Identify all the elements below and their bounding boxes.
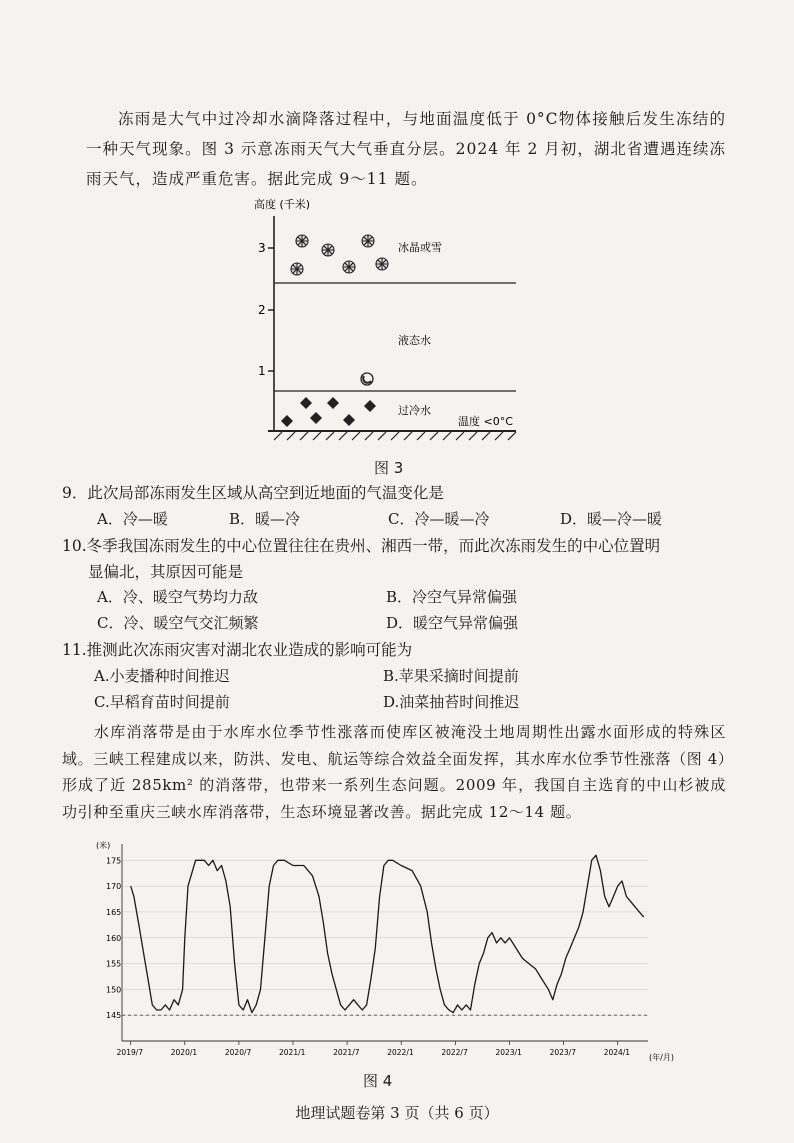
fig3-ground-hatching [274, 432, 516, 440]
hatch-mark [482, 432, 490, 440]
hatch-mark [417, 432, 425, 440]
figure-3-caption: 图 3 [374, 459, 404, 477]
fig4-xtick-label: 2022/1 [387, 1048, 414, 1057]
supercooled-drop-icon [310, 412, 322, 424]
passage-text: 冻雨是大气中过冷却水滴降落过程中，与地面温度低于 0°C物体接触后发生冻结的一种天气现象。图 3 示意冻雨天气大气垂直分层。2024 年 2 月初，湖北省遭遇连续冻雨天气，造成严重危害。据此完成 9～11 题。 [86, 110, 726, 188]
supercooled-drop-icon [300, 397, 312, 409]
question-10-options [0, 584, 794, 636]
q11-option-c[interactable]: C.早稻育苗时间提前 [94, 693, 230, 711]
hatch-mark [274, 432, 282, 440]
fig3-tick-label-2: 2 [258, 303, 266, 317]
hatch-mark [352, 432, 360, 440]
q11-option-d[interactable]: D.油菜抽苔时间推迟 [383, 693, 520, 711]
fig4-grid [122, 860, 648, 1015]
fig3-layer-supercooled-label: 过冷水 [398, 404, 431, 417]
passage-freezing-rain [86, 104, 726, 194]
hatch-mark [443, 432, 451, 440]
supercooled-drop-icon [343, 414, 355, 426]
hatch-mark [326, 432, 334, 440]
fig4-xtick-label: 2020/7 [224, 1048, 252, 1057]
fig4-ytick-label: 150 [106, 985, 122, 995]
hatch-mark [313, 432, 321, 440]
fig4-ytick-label: 145 [106, 1011, 122, 1021]
snowflake-icon [296, 235, 308, 247]
figure-3-diagram [240, 190, 560, 450]
supercooled-drop-icon [281, 415, 293, 427]
fig4-ytick-label: 170 [106, 882, 122, 892]
fig4-ytick-label: 165 [106, 907, 122, 917]
hatch-mark [495, 432, 503, 440]
fig3-tick-label-1: 1 [258, 364, 266, 378]
question-10-stem: 10.冬季我国冻雨发生的中心位置往往在贵州、湘西一带，而此次冻雨发生的中心位置明 [62, 537, 661, 555]
fig3-tick-label-3: 3 [258, 241, 266, 255]
hatch-mark [378, 432, 386, 440]
supercooled-drop-icon [364, 400, 376, 412]
snowflake-icons [291, 235, 388, 275]
hatch-mark [430, 432, 438, 440]
question-10-stem-continued: 显偏北，其原因可能是 [88, 563, 244, 581]
hatch-mark [391, 432, 399, 440]
question-9-options [0, 506, 794, 532]
fig4-xtick-label: 2023/1 [495, 1048, 522, 1057]
q11-option-a[interactable]: A.小麦播种时间推迟 [94, 667, 230, 685]
question-9-stem: 9．此次局部冻雨发生区域从高空到近地面的气温变化是 [62, 484, 444, 502]
water-drop-icon [361, 373, 373, 385]
hatch-mark [469, 432, 477, 440]
figure-4-caption: 图 4 [363, 1072, 393, 1090]
fig4-ytick-label: 175 [106, 856, 122, 866]
passage2-text: 水库消落带是由于水库水位季节性涨落而使库区被淹没土地周期性出露水面形成的特殊区域。三峡工程建成以来，防洪、发电、航运等综合效益全面发挥，其水库水位季节性涨落（图 4）形成了近 285km² 的消落带，也带来一系列生态问题。2009 年，我国自主选育的中山杉被成功引种至重庆三峡水库消落带，生态环境显著改善。据此完成 12～14 题。 [62, 723, 726, 821]
q10-option-c[interactable]: C．冷、暖空气交汇频繁 [97, 614, 259, 632]
q10-option-d[interactable]: D．暖空气异常偏强 [386, 614, 519, 632]
hatch-mark [456, 432, 464, 440]
fig4-xtick-label: 2023/7 [549, 1048, 576, 1057]
snowflake-icon [322, 244, 334, 256]
fig3-layer-liquid-label: 液态水 [398, 334, 431, 347]
snowflake-icon [376, 258, 388, 270]
hatch-mark [365, 432, 373, 440]
fig4-ylabel: (米) [96, 841, 111, 850]
fig4-ytick-label: 155 [106, 959, 122, 969]
fig4-xtick-label: 2019/7 [116, 1048, 144, 1057]
supercooled-drop-icon [327, 397, 339, 409]
page-footer: 地理试题卷第 3 页（共 6 页） [295, 1104, 499, 1122]
hatch-mark [339, 432, 347, 440]
supercooled-drop-icons [281, 397, 376, 427]
fig3-layer-ice-label: 冰晶或雪 [398, 241, 442, 254]
q9-option-b[interactable]: B．暖—冷 [229, 510, 301, 528]
question-11-options [0, 663, 794, 715]
fig4-xtick-label: 2021/1 [279, 1048, 306, 1057]
q11-option-b[interactable]: B.苹果采摘时间提前 [383, 667, 519, 685]
q9-option-c[interactable]: C．冷—暖—冷 [388, 510, 490, 528]
fig4-xtick-label: 2021/7 [333, 1048, 360, 1057]
hatch-mark [287, 432, 295, 440]
fig4-xtick-label: 2024/1 [603, 1048, 631, 1057]
fig4-xtick-label: 2020/1 [170, 1048, 198, 1057]
figure-4-chart [88, 834, 688, 1064]
hatch-mark [508, 432, 516, 440]
fig4-series [131, 855, 644, 1012]
fig4-series-line [131, 855, 644, 1012]
fig3-ground-temp-label: 温度 <0°C [458, 415, 513, 428]
fig4-ytick-label: 160 [106, 933, 122, 943]
q9-option-d[interactable]: D．暖—冷—暖 [560, 510, 663, 528]
fig3-ylabel: 高度 (千米) [254, 198, 311, 211]
q10-option-b[interactable]: B．冷空气异常偏强 [386, 588, 518, 606]
q9-option-a[interactable]: A．冷—暖 [97, 510, 168, 528]
fig4-xtick-label: 2022/7 [441, 1048, 468, 1057]
q10-option-a[interactable]: A．冷、暖空气势均力敌 [97, 588, 258, 606]
fig4-xlabel: (年/月) [649, 1053, 674, 1062]
question-11-stem: 11.推测此次冻雨灾害对湖北农业造成的影响可能为 [62, 641, 413, 659]
snowflake-icon [291, 263, 303, 275]
snowflake-icon [343, 261, 355, 273]
snowflake-icon [362, 235, 374, 247]
passage-reservoir [62, 719, 726, 825]
hatch-mark [300, 432, 308, 440]
fig4-axes [106, 844, 648, 1057]
hatch-mark [404, 432, 412, 440]
